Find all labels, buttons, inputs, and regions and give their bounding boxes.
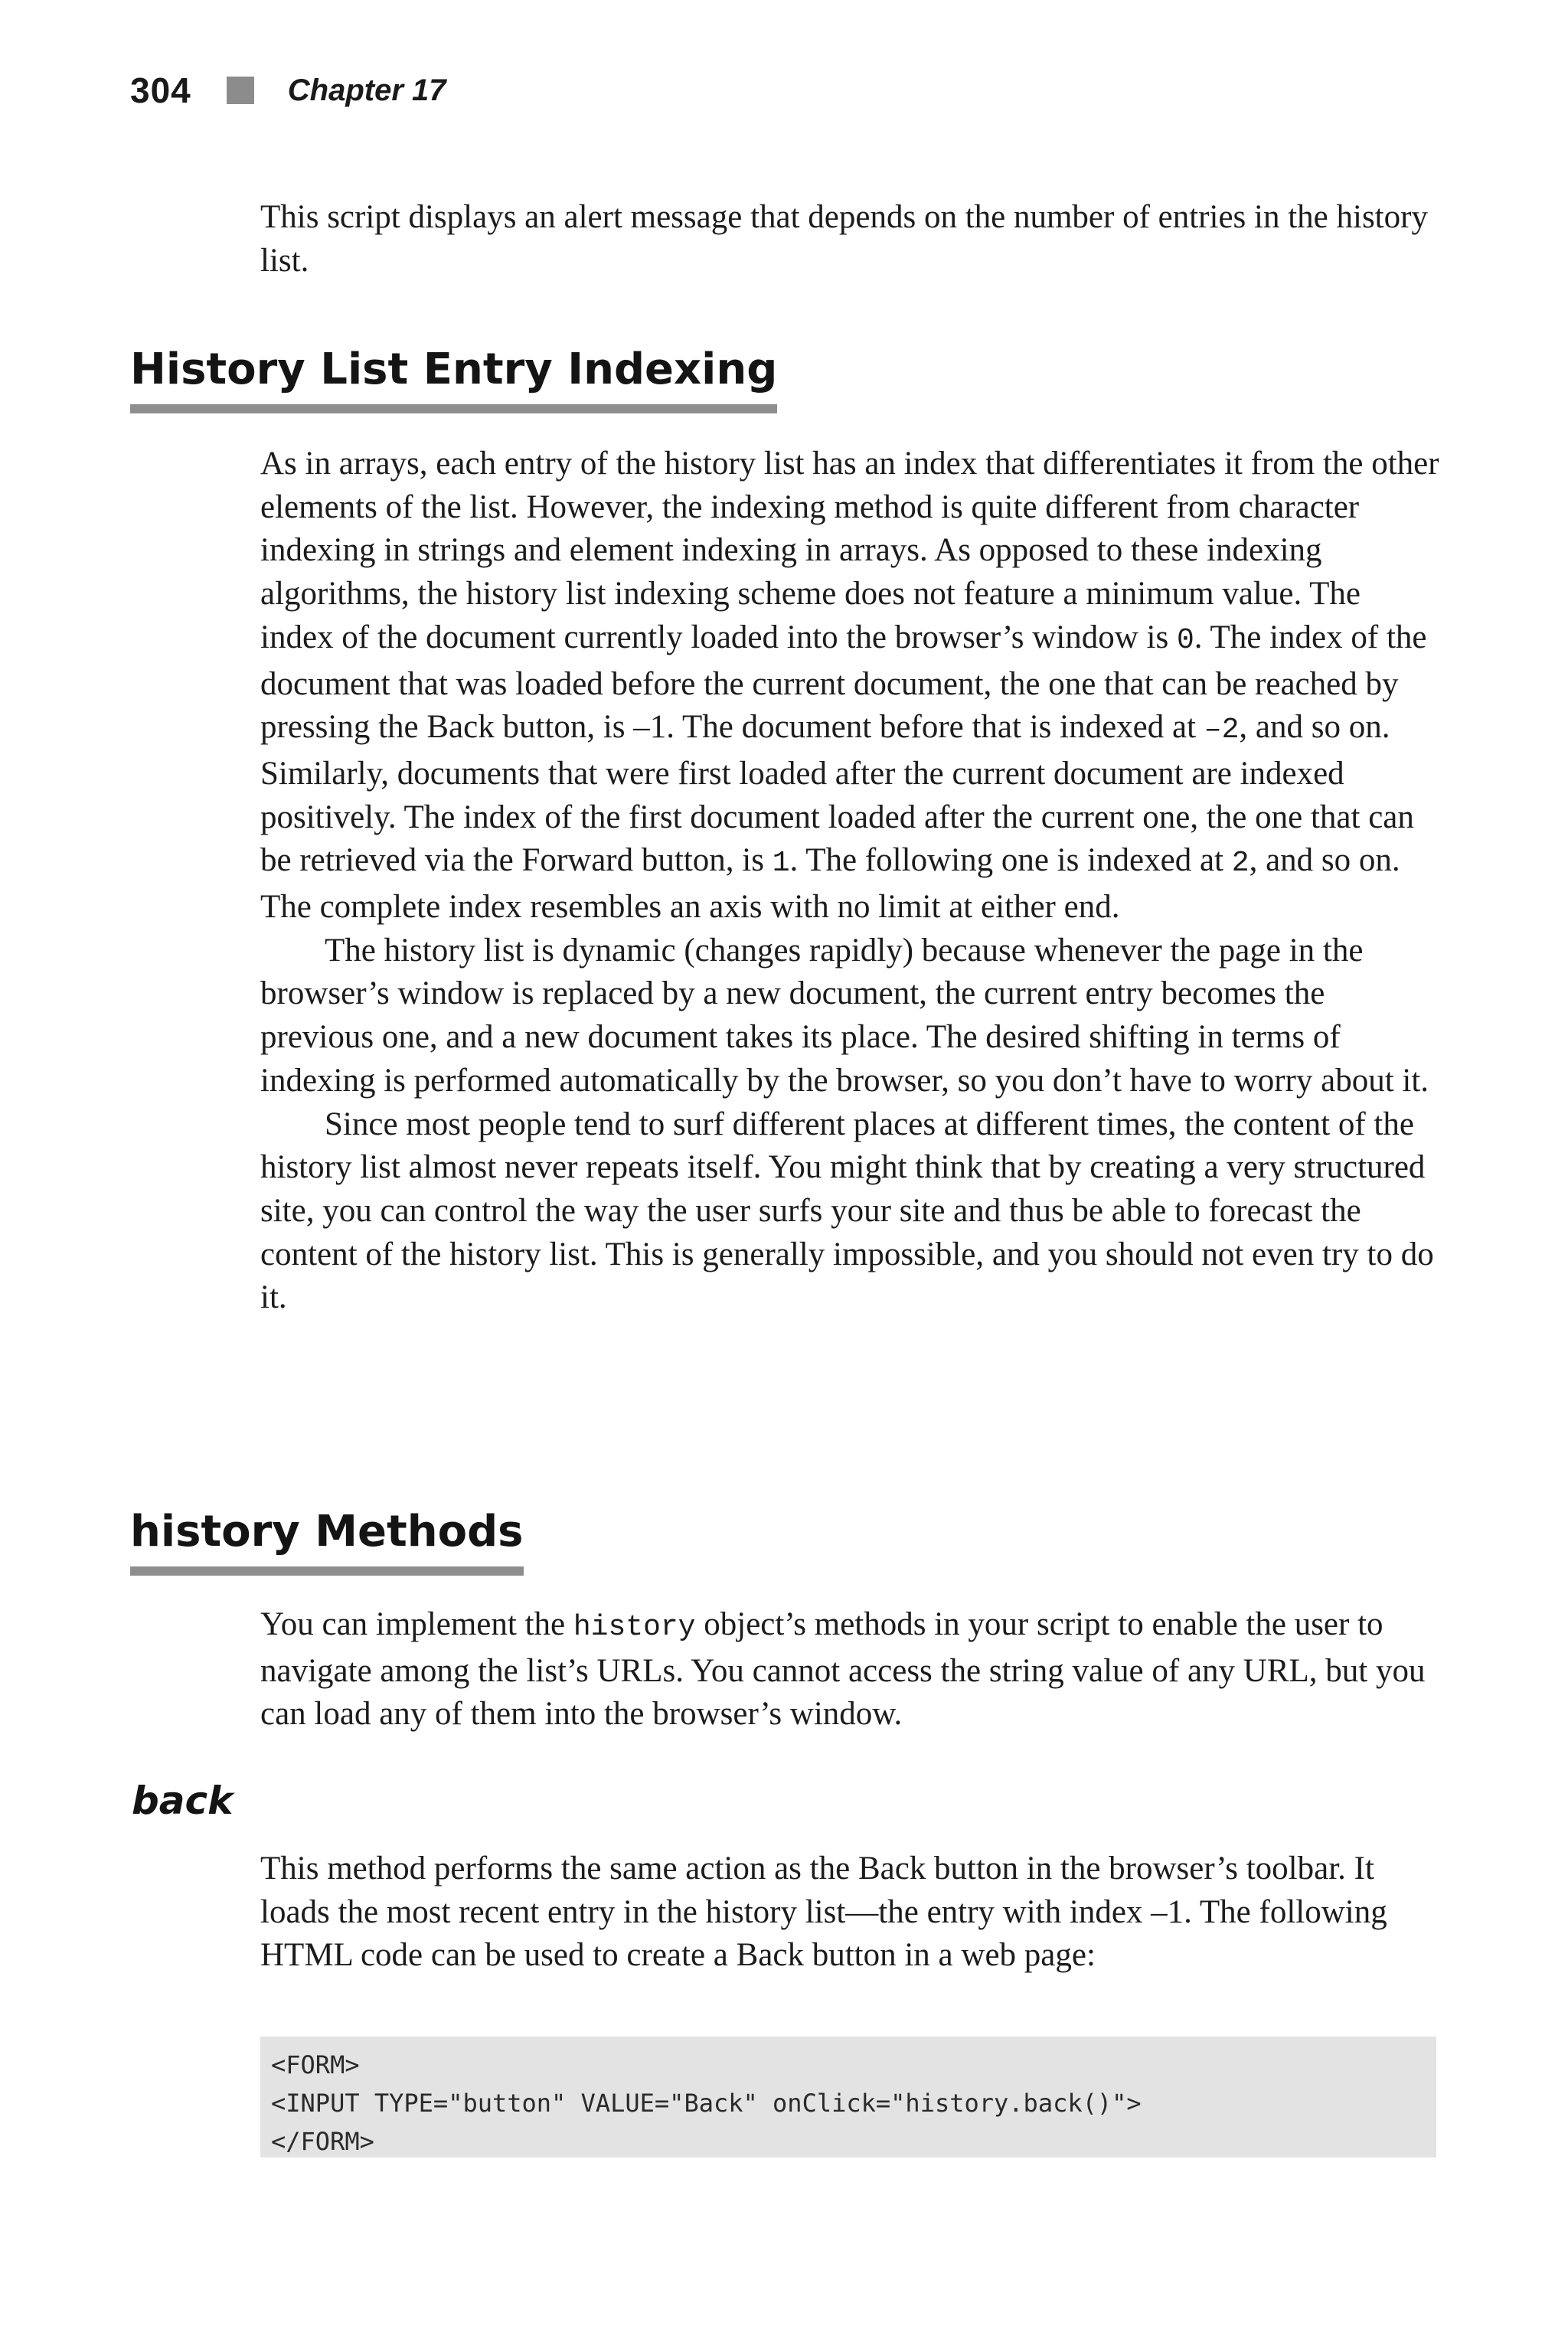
text-run: , and so on. Similarly, documents that were first loaded after the current document are indexed positively. The index of the first document loaded after the current one, the one that can be retrieved via the Forward button, is: [260, 709, 1414, 879]
subsection-heading-back: back: [132, 1779, 234, 1823]
inline-code-index-1: 1: [772, 847, 790, 880]
page-number: 304: [130, 70, 191, 110]
section2-body: [260, 1603, 1439, 1736]
section2-paragraph-1: [260, 1603, 1439, 1736]
section1-body: [260, 443, 1439, 1320]
text-run: object’s methods in your script to enable the user to navigate among the list’s URLs. You cannot access the string value of any URL, but you can load any of them into the browser’s window.: [260, 1606, 1426, 1733]
intro-paragraph-block: [260, 196, 1439, 283]
section1-paragraph-1: [260, 443, 1439, 929]
intro-paragraph: This script displays an alert message that depends on the number of entries in the history list.: [260, 199, 1428, 279]
inline-code-index-2: 2: [1231, 847, 1250, 880]
code-block: [260, 2037, 1436, 2158]
text-run: . The index of the document that was loaded before the current document, the one that can be reached by pressing the Back button, is: [260, 619, 1427, 746]
inline-code-minus-2: –2: [1204, 714, 1240, 747]
text-run: , and so on. The complete index resembles an axis with no limit at either end.: [260, 842, 1400, 926]
text-run: . The document before that is indexed at: [666, 709, 1204, 746]
section-heading-history-list-entry-indexing: History List Entry Indexing: [130, 346, 777, 413]
section1-paragraph-3: Since most people tend to surf different places at different times, the content of the history list almost never repeats itself. You might think that by creating a very structured site, you can control the way the user surfs your site and thus be able to forecast the content of the history list. This is generally impossible, and you should not even try to do it.: [260, 1106, 1434, 1316]
subsection-back-body: [260, 1847, 1439, 1978]
header-square-ornament: [227, 77, 254, 104]
section1-paragraph-2: The history list is dynamic (changes rapidly) because whenever the page in the browser’s window is replaced by a new document, the current entry becomes the previous one, and a new document takes its place. The desired shifting in terms of indexing is performed automatically by the browser, so you don’t have to worry about it.: [260, 932, 1429, 1099]
chapter-label: Chapter 17: [287, 73, 446, 107]
code-line: <FORM>: [271, 2050, 360, 2079]
text-run: This method performs the same action as the Back button in the browser’s toolbar. It loads the most recent entry in the history list—the entry with index: [260, 1851, 1374, 1930]
code-line: <INPUT TYPE="button" VALUE="Back" onClick="history.back()">: [271, 2089, 1142, 2118]
inline-value-minus-1: –1: [1151, 1893, 1184, 1930]
text-run: . The following HTML code can be used to create a Back button in a web page:: [260, 1893, 1387, 1974]
running-header: [130, 67, 446, 113]
inline-code-history: history: [573, 1611, 696, 1644]
back-paragraph-1: [260, 1847, 1439, 1978]
text-run: You can implement the: [260, 1606, 573, 1642]
inline-code-index-0: 0: [1176, 623, 1194, 657]
inline-value-minus-1: –1: [633, 709, 667, 746]
section-heading-history-methods: history Methods: [130, 1508, 524, 1576]
text-run: As in arrays, each entry of the history list has an index that differentiates it from the other elements of the list. However, the indexing method is quite different from character indexing in strings and element indexing in arrays. As opposed to these indexing algorithms, the history list indexing scheme does not feature a minimum value. The index of the document currently loaded into the browser’s window is: [260, 446, 1439, 655]
code-line: </FORM>: [271, 2127, 374, 2156]
text-run: . The following one is indexed at: [789, 842, 1232, 879]
